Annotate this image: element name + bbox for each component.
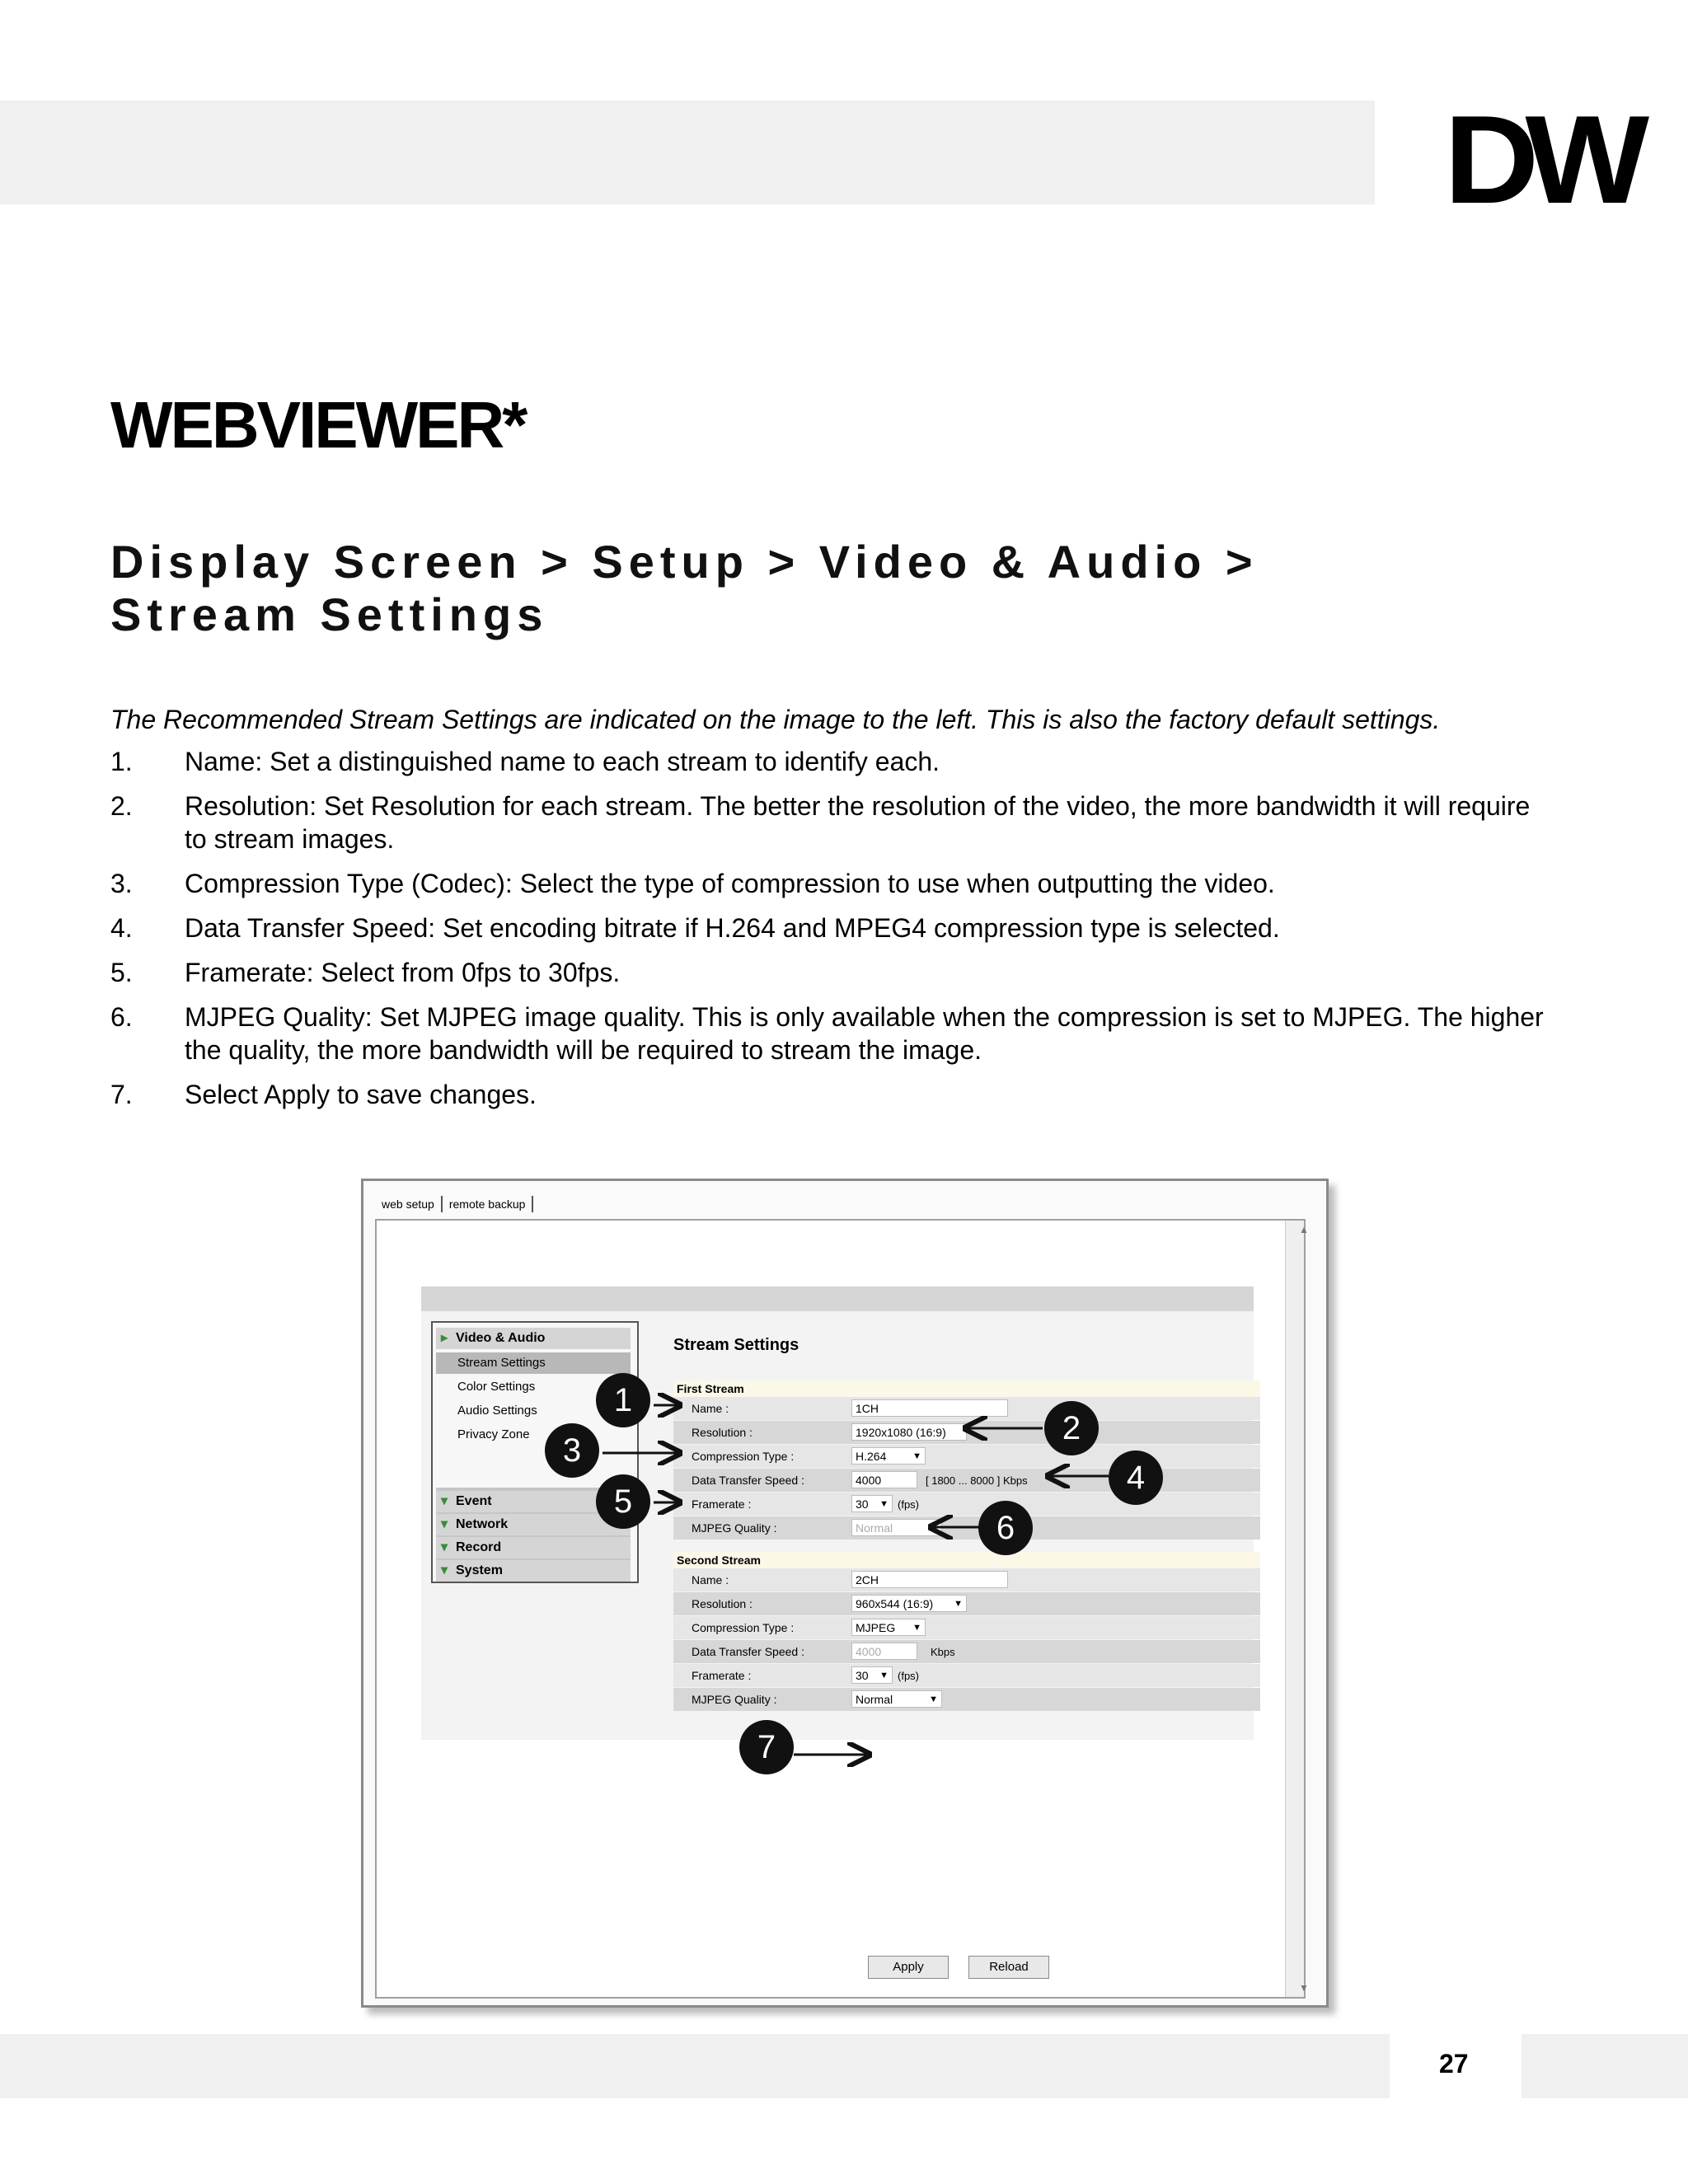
chevron-down-icon: ▼ <box>879 1499 889 1509</box>
chevron-down-icon: ▼ <box>929 1523 938 1533</box>
list-item: 6. MJPEG Quality: Set MJPEG image quality. This is only available when the compression is set to MJPEG. The higher the quality, the more bandwidth will be required to stream the image. <box>110 1002 1544 1065</box>
callout-4: 4 <box>1109 1451 1163 1505</box>
menu-item-audio-settings[interactable]: Audio Settings <box>457 1404 537 1418</box>
quality-label: MJPEG Quality : <box>692 1693 777 1706</box>
menu-item-privacy-zone[interactable]: Privacy Zone <box>457 1427 530 1441</box>
stream-settings-screenshot <box>361 1179 1329 2008</box>
resolution-label: Resolution : <box>692 1426 753 1439</box>
quality-label: MJPEG Quality : <box>692 1521 777 1535</box>
steps-list <box>110 745 1553 1122</box>
callout-7: 7 <box>739 1720 794 1774</box>
menu-event[interactable]: ▾ Event <box>436 1491 631 1512</box>
compression-label: Compression Type : <box>692 1621 795 1634</box>
page-title: WEBVIEWER* <box>110 388 526 462</box>
first-resolution-select[interactable]: 1920x1080 (16:9) <box>851 1423 967 1441</box>
footer-band-right <box>1522 2034 1688 2098</box>
second-name-input[interactable]: 2CH <box>851 1571 1008 1588</box>
menu-record[interactable]: ▾ Record <box>436 1537 631 1558</box>
list-item: 2. Resolution: Set Resolution for each stream. The better the resolution of the video, the more bandwidth it will require to stream images. <box>110 791 1531 854</box>
footer-band <box>0 2034 1390 2098</box>
second-quality-select[interactable]: Normal ▼ <box>851 1690 942 1708</box>
list-item: 4. Data Transfer Speed: Set encoding bitrate if H.264 and MPEG4 compression type is selected. <box>110 913 1280 943</box>
name-label: Name : <box>692 1402 729 1415</box>
menu-video-audio[interactable]: ▸ Video & Audio <box>436 1328 631 1349</box>
chevron-down-icon: ▼ <box>912 1623 921 1633</box>
fps-unit: (fps) <box>898 1498 919 1511</box>
header-band <box>0 101 1375 204</box>
menu-item-color-settings[interactable]: Color Settings <box>457 1380 536 1394</box>
apply-button[interactable]: Apply <box>868 1956 949 1979</box>
compression-label: Compression Type : <box>692 1450 795 1463</box>
menu-system[interactable]: ▾ System <box>436 1560 631 1582</box>
scroll-down-icon[interactable]: ▼ <box>1299 1982 1309 1994</box>
chevron-down-icon: ▼ <box>912 1451 921 1461</box>
speed-range: [ 1800 ... 8000 ] Kbps <box>926 1474 1028 1487</box>
breadcrumb-heading: Display Screen > Setup > Video & Audio > Stream Settings <box>110 536 1259 640</box>
second-stream-heading: Second Stream <box>673 1552 1260 1568</box>
chevron-down-icon: ▼ <box>954 1599 963 1609</box>
dw-logo: DW <box>1444 90 1636 230</box>
menu-network[interactable]: ▾ Network <box>436 1514 631 1535</box>
framerate-label: Framerate : <box>692 1497 752 1511</box>
list-item: 7. Select Apply to save changes. <box>110 1080 537 1109</box>
second-speed-input[interactable]: 4000 <box>851 1643 917 1660</box>
reload-button[interactable]: Reload <box>968 1956 1049 1979</box>
speed-label: Data Transfer Speed : <box>692 1645 804 1658</box>
callout-3: 3 <box>545 1423 599 1478</box>
menu-item-stream-settings[interactable]: Stream Settings <box>436 1352 631 1374</box>
list-item: 1. Name: Set a distinguished name to each stream to identify each. <box>110 747 940 776</box>
fps-unit: (fps) <box>898 1670 919 1682</box>
first-quality-select[interactable]: Normal ▼ <box>851 1519 942 1536</box>
chevron-down-icon: ▼ <box>879 1671 889 1680</box>
first-speed-input[interactable]: 4000 <box>851 1471 917 1488</box>
callout-arrows <box>363 1181 1326 2005</box>
intro-text: The Recommended Stream Settings are indicated on the image to the left. This is also the factory default settings. <box>110 705 1441 734</box>
list-item: 5. Framerate: Select from 0fps to 30fps. <box>110 958 621 987</box>
callout-2: 2 <box>1044 1401 1099 1455</box>
tab-remote-backup[interactable]: remote backup <box>443 1196 534 1212</box>
name-label: Name : <box>692 1573 729 1586</box>
callout-5: 5 <box>596 1474 650 1529</box>
resolution-label: Resolution : <box>692 1597 753 1610</box>
second-compression-select[interactable]: MJPEG ▼ <box>851 1619 926 1636</box>
tab-web-setup[interactable]: web setup <box>375 1196 443 1212</box>
second-resolution-select[interactable]: 960x544 (16:9) ▼ <box>851 1595 967 1612</box>
stream-settings-title: Stream Settings <box>673 1336 799 1354</box>
speed-label: Data Transfer Speed : <box>692 1474 804 1487</box>
speed-unit: Kbps <box>931 1646 955 1658</box>
page-number: 27 <box>1439 2049 1469 2079</box>
second-framerate-select[interactable]: 30 ▼ <box>851 1666 893 1684</box>
first-compression-select[interactable]: H.264 ▼ <box>851 1447 926 1465</box>
list-item: 3. Compression Type (Codec): Select the type of compression to use when outputting the video. <box>110 869 1275 898</box>
first-framerate-select[interactable]: 30 ▼ <box>851 1495 893 1512</box>
scroll-up-icon[interactable]: ▲ <box>1299 1224 1309 1235</box>
callout-6: 6 <box>978 1501 1033 1555</box>
framerate-label: Framerate : <box>692 1669 752 1682</box>
first-name-input[interactable]: 1CH <box>851 1399 1008 1417</box>
chevron-down-icon: ▼ <box>929 1694 938 1704</box>
first-stream-heading: First Stream <box>673 1380 1260 1397</box>
callout-1: 1 <box>596 1373 650 1427</box>
